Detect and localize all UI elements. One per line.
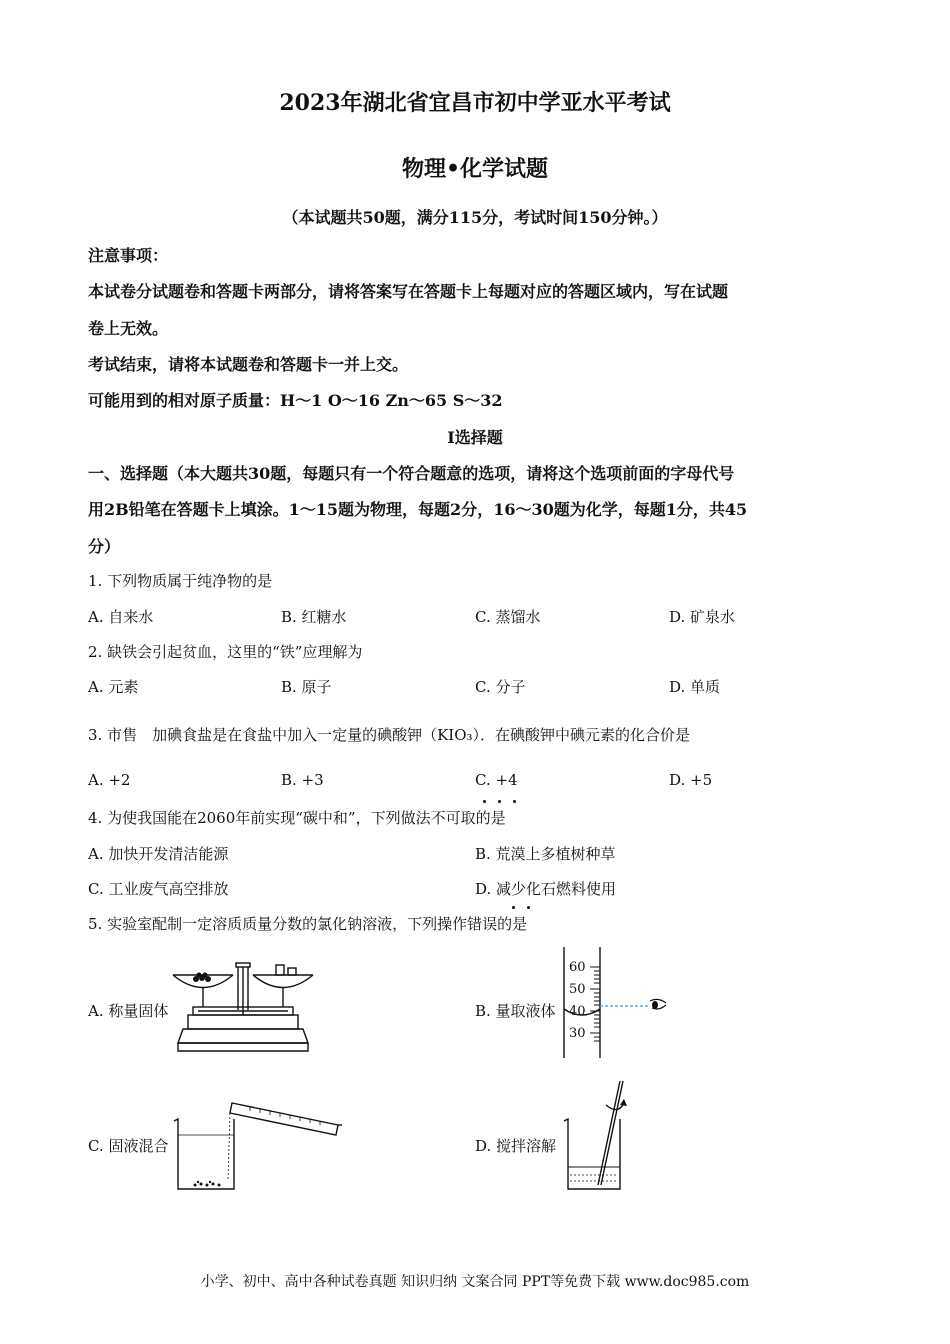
notes-line-2: 考试结束，请将本试题卷和答题卡一并上交。	[88, 355, 409, 374]
q4-option-d[interactable]: D. 减少化石燃料使用	[475, 880, 617, 898]
q2-option-a[interactable]: A. 元素	[88, 678, 139, 696]
emphasis-dot	[483, 800, 486, 803]
q1-option-a[interactable]: A. 自来水	[88, 608, 154, 626]
q5-option-c[interactable]: C. 固液混合	[88, 1137, 169, 1155]
balance-scale-figure	[168, 955, 318, 1065]
q2-option-d[interactable]: D. 单质	[669, 678, 721, 696]
stirring-dissolving-figure	[560, 1075, 640, 1195]
emphasis-dot	[513, 800, 516, 803]
q5-option-a[interactable]: A. 称量固体	[88, 1002, 169, 1020]
question-3-stem: 3. 市售 加碘食盐是在食盐中加入一定量的碘酸钾（KIO₃）．在碘酸钾中碘元素的化合价是	[88, 726, 691, 744]
q3-option-a[interactable]: A. +2	[88, 771, 131, 789]
notes-line-3: 可能用到的相对原子质量：H～1 O～16 Zn～65 S～32	[88, 391, 503, 410]
exam-subtitle: 物理•化学试题	[401, 156, 549, 182]
section-title: Ⅰ选择题	[447, 428, 503, 447]
q4-option-c[interactable]: C. 工业废气高空排放	[88, 880, 229, 898]
q4-option-b[interactable]: B. 荒漠上多植树种草	[475, 845, 616, 863]
q2-option-b[interactable]: B. 原子	[281, 678, 332, 696]
question-4-stem: 4. 为使我国能在2060年前实现“碳中和”，下列做法不可取的是	[88, 809, 506, 827]
notes-line-1b: 卷上无效。	[88, 319, 169, 338]
q5-option-d[interactable]: D. 搅拌溶解	[475, 1137, 557, 1155]
notes-line-1a: 本试卷分试题卷和答题卡两部分，请将答案写在答题卡上每题对应的答题区域内，写在试题	[88, 282, 729, 301]
tick-label-30: 30	[569, 1026, 586, 1041]
q5-option-b[interactable]: B. 量取液体	[475, 1002, 556, 1020]
tick-label-40: 40	[569, 1004, 586, 1019]
q4-option-a[interactable]: A. 加快开发清洁能源	[88, 845, 229, 863]
tick-label-60: 60	[569, 960, 586, 975]
solid-liquid-mixing-figure	[170, 1095, 370, 1195]
question-1-stem: 1. 下列物质属于纯净物的是	[88, 572, 273, 590]
q3-option-c[interactable]: C. +4	[475, 771, 518, 789]
q2-option-c[interactable]: C. 分子	[475, 678, 526, 696]
emphasis-dot	[498, 800, 501, 803]
notes-heading: 注意事项：	[88, 246, 169, 265]
q1-option-c[interactable]: C. 蒸馏水	[475, 608, 541, 626]
q3-option-b[interactable]: B. +3	[281, 771, 324, 789]
section-intro-1: 一、选择题（本大题共30题，每题只有一个符合题意的选项，请将这个选项前面的字母代号	[88, 464, 735, 483]
tick-label-50: 50	[569, 982, 586, 997]
section-intro-2: 用2B铅笔在答题卡上填涂。1～15题为物理，每题2分，16～30题为化学，每题1分，共45	[88, 500, 748, 519]
page-footer: 小学、初中、高中各种试卷真题 知识归纳 文案合同 PPT等免费下载 www.doc985.com	[200, 1274, 750, 1290]
question-2-stem: 2. 缺铁会引起贫血，这里的“铁”应理解为	[88, 643, 363, 661]
question-5-stem: 5. 实验室配制一定溶质质量分数的氯化钠溶液，下列操作错误的是	[88, 915, 528, 933]
emphasis-dot	[512, 906, 515, 909]
exam-title: 2023年湖北省宜昌市初中学亚水平考试	[279, 90, 671, 116]
q1-option-d[interactable]: D. 矿泉水	[669, 608, 736, 626]
q1-option-b[interactable]: B. 红糖水	[281, 608, 347, 626]
emphasis-dot	[527, 906, 530, 909]
q3-option-d[interactable]: D. +5	[669, 771, 713, 789]
section-intro-3: 分）	[88, 537, 121, 556]
exam-info: （本试题共50题，满分115分，考试时间150分钟。）	[282, 208, 668, 227]
